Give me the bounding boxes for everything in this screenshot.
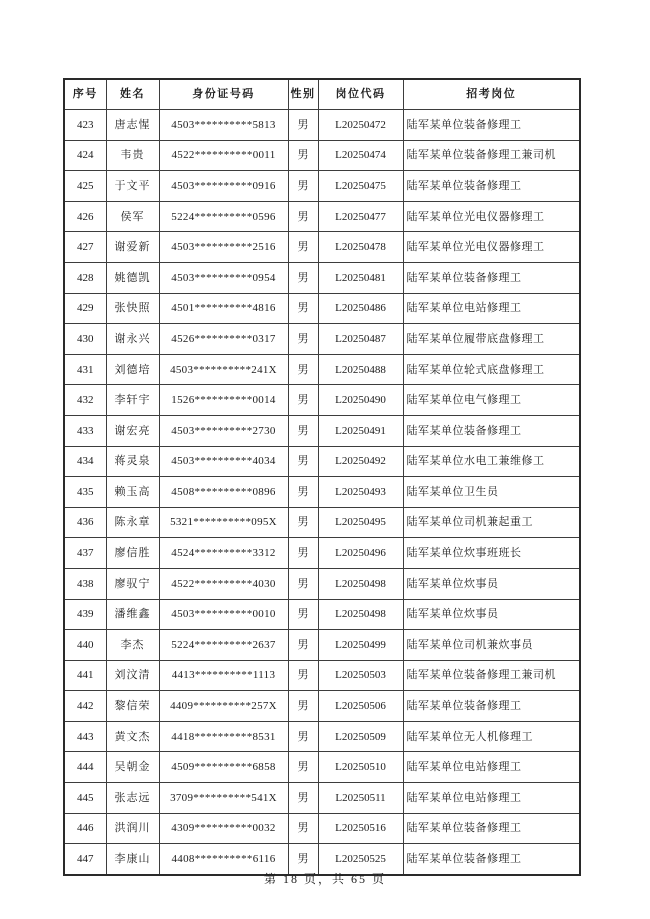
cell-name: 刘德培 [106, 354, 159, 385]
cell-id: 4503**********241X [159, 354, 288, 385]
cell-name: 廖驭宁 [106, 568, 159, 599]
cell-seq: 434 [64, 446, 106, 477]
cell-code: L20250477 [318, 201, 403, 232]
cell-gender: 男 [288, 324, 318, 355]
cell-gender: 男 [288, 721, 318, 752]
cell-seq: 425 [64, 171, 106, 202]
cell-id: 5321**********095X [159, 507, 288, 538]
cell-gender: 男 [288, 232, 318, 263]
cell-code: L20250503 [318, 660, 403, 691]
cell-id: 4503**********0010 [159, 599, 288, 630]
cell-code: L20250511 [318, 783, 403, 814]
cell-code: L20250516 [318, 813, 403, 844]
header-code: 岗位代码 [318, 79, 403, 110]
cell-seq: 431 [64, 354, 106, 385]
cell-gender: 男 [288, 446, 318, 477]
cell-name: 黎信荣 [106, 691, 159, 722]
cell-seq: 428 [64, 262, 106, 293]
table-row [64, 813, 580, 844]
header-name: 姓名 [106, 79, 159, 110]
cell-position: 陆军某单位电站修理工 [403, 293, 580, 324]
table-row [64, 293, 580, 324]
cell-name: 张志远 [106, 783, 159, 814]
cell-code: L20250491 [318, 415, 403, 446]
table-row [64, 538, 580, 569]
cell-seq: 424 [64, 140, 106, 171]
cell-gender: 男 [288, 783, 318, 814]
cell-seq: 430 [64, 324, 106, 355]
cell-position: 陆军某单位司机兼炊事员 [403, 630, 580, 661]
cell-id: 5224**********2637 [159, 630, 288, 661]
cell-position: 陆军某单位光电仪器修理工 [403, 232, 580, 263]
cell-code: L20250510 [318, 752, 403, 783]
cell-seq: 438 [64, 568, 106, 599]
cell-id: 4413**********1113 [159, 660, 288, 691]
cell-id: 1526**********0014 [159, 385, 288, 416]
table-row [64, 415, 580, 446]
cell-position: 陆军某单位装备修理工 [403, 262, 580, 293]
recruitment-roster-table [63, 78, 581, 876]
cell-gender: 男 [288, 660, 318, 691]
cell-code: L20250525 [318, 844, 403, 875]
cell-name: 黄文杰 [106, 721, 159, 752]
cell-code: L20250490 [318, 385, 403, 416]
cell-name: 蒋灵泉 [106, 446, 159, 477]
cell-seq: 442 [64, 691, 106, 722]
cell-position: 陆军某单位轮式底盘修理工 [403, 354, 580, 385]
header-gender: 性别 [288, 79, 318, 110]
cell-gender: 男 [288, 752, 318, 783]
header-position: 招考岗位 [403, 79, 580, 110]
cell-seq: 423 [64, 110, 106, 141]
cell-position: 陆军某单位水电工兼维修工 [403, 446, 580, 477]
cell-code: L20250488 [318, 354, 403, 385]
table-body [64, 110, 580, 875]
cell-position: 陆军某单位电气修理工 [403, 385, 580, 416]
cell-code: L20250498 [318, 599, 403, 630]
cell-code: L20250506 [318, 691, 403, 722]
cell-id: 4501**********4816 [159, 293, 288, 324]
table-row [64, 385, 580, 416]
cell-gender: 男 [288, 691, 318, 722]
cell-code: L20250486 [318, 293, 403, 324]
cell-name: 谢永兴 [106, 324, 159, 355]
cell-gender: 男 [288, 354, 318, 385]
cell-gender: 男 [288, 507, 318, 538]
cell-name: 谢爱新 [106, 232, 159, 263]
table-row [64, 201, 580, 232]
cell-position: 陆军某单位装备修理工 [403, 415, 580, 446]
cell-id: 5224**********0596 [159, 201, 288, 232]
cell-id: 4503**********4034 [159, 446, 288, 477]
cell-position: 陆军某单位装备修理工 [403, 110, 580, 141]
cell-name: 张快照 [106, 293, 159, 324]
cell-position: 陆军某单位无人机修理工 [403, 721, 580, 752]
table-row [64, 446, 580, 477]
cell-code: L20250475 [318, 171, 403, 202]
cell-gender: 男 [288, 140, 318, 171]
table-row [64, 171, 580, 202]
cell-name: 谢宏亮 [106, 415, 159, 446]
cell-gender: 男 [288, 293, 318, 324]
cell-id: 4524**********3312 [159, 538, 288, 569]
cell-gender: 男 [288, 630, 318, 661]
cell-gender: 男 [288, 844, 318, 875]
cell-gender: 男 [288, 201, 318, 232]
table-row [64, 262, 580, 293]
cell-position: 陆军某单位装备修理工 [403, 171, 580, 202]
cell-id: 4503**********0916 [159, 171, 288, 202]
table-row [64, 507, 580, 538]
cell-position: 陆军某单位光电仪器修理工 [403, 201, 580, 232]
table-row [64, 354, 580, 385]
cell-position: 陆军某单位履带底盘修理工 [403, 324, 580, 355]
table-row [64, 324, 580, 355]
cell-id: 4309**********0032 [159, 813, 288, 844]
cell-position: 陆军某单位装备修理工 [403, 691, 580, 722]
cell-seq: 436 [64, 507, 106, 538]
cell-seq: 445 [64, 783, 106, 814]
cell-position: 陆军某单位电站修理工 [403, 783, 580, 814]
cell-seq: 440 [64, 630, 106, 661]
header-row [64, 79, 580, 110]
cell-name: 潘维鑫 [106, 599, 159, 630]
cell-seq: 429 [64, 293, 106, 324]
cell-code: L20250472 [318, 110, 403, 141]
cell-name: 洪润川 [106, 813, 159, 844]
cell-id: 4409**********257X [159, 691, 288, 722]
cell-gender: 男 [288, 477, 318, 508]
cell-position: 陆军某单位炊事班班长 [403, 538, 580, 569]
cell-position: 陆军某单位司机兼起重工 [403, 507, 580, 538]
cell-id: 4526**********0317 [159, 324, 288, 355]
cell-seq: 435 [64, 477, 106, 508]
cell-gender: 男 [288, 599, 318, 630]
cell-gender: 男 [288, 110, 318, 141]
table-row [64, 232, 580, 263]
cell-code: L20250496 [318, 538, 403, 569]
page-number-footer: 第 18 页，共 65 页 [263, 872, 386, 886]
cell-name: 李康山 [106, 844, 159, 875]
cell-code: L20250478 [318, 232, 403, 263]
cell-name: 刘汶清 [106, 660, 159, 691]
cell-gender: 男 [288, 813, 318, 844]
cell-name: 侯军 [106, 201, 159, 232]
cell-seq: 432 [64, 385, 106, 416]
table-row [64, 599, 580, 630]
cell-id: 4503**********2516 [159, 232, 288, 263]
cell-name: 唐志惺 [106, 110, 159, 141]
cell-name: 赖玉高 [106, 477, 159, 508]
cell-name: 陈永章 [106, 507, 159, 538]
cell-seq: 446 [64, 813, 106, 844]
table-row [64, 630, 580, 661]
cell-id: 4408**********6116 [159, 844, 288, 875]
cell-code: L20250493 [318, 477, 403, 508]
cell-id: 3709**********541X [159, 783, 288, 814]
cell-code: L20250509 [318, 721, 403, 752]
cell-name: 姚德凯 [106, 262, 159, 293]
cell-id: 4503**********5813 [159, 110, 288, 141]
table-row [64, 140, 580, 171]
cell-seq: 439 [64, 599, 106, 630]
cell-seq: 441 [64, 660, 106, 691]
cell-gender: 男 [288, 568, 318, 599]
cell-id: 4509**********6858 [159, 752, 288, 783]
cell-seq: 427 [64, 232, 106, 263]
cell-position: 陆军某单位炊事员 [403, 568, 580, 599]
cell-id: 4522**********4030 [159, 568, 288, 599]
table-row [64, 477, 580, 508]
cell-seq: 433 [64, 415, 106, 446]
cell-id: 4418**********8531 [159, 721, 288, 752]
cell-seq: 447 [64, 844, 106, 875]
cell-gender: 男 [288, 171, 318, 202]
table-header [64, 79, 580, 110]
cell-id: 4522**********0011 [159, 140, 288, 171]
table-row [64, 660, 580, 691]
cell-name: 韦贵 [106, 140, 159, 171]
cell-code: L20250474 [318, 140, 403, 171]
table-row [64, 691, 580, 722]
cell-seq: 426 [64, 201, 106, 232]
cell-gender: 男 [288, 385, 318, 416]
cell-gender: 男 [288, 415, 318, 446]
cell-position: 陆军某单位装备修理工 [403, 813, 580, 844]
table-row [64, 110, 580, 141]
cell-seq: 437 [64, 538, 106, 569]
cell-code: L20250487 [318, 324, 403, 355]
cell-position: 陆军某单位装备修理工兼司机 [403, 140, 580, 171]
cell-position: 陆军某单位电站修理工 [403, 752, 580, 783]
table-row [64, 783, 580, 814]
cell-gender: 男 [288, 262, 318, 293]
cell-name: 于文平 [106, 171, 159, 202]
cell-seq: 444 [64, 752, 106, 783]
cell-name: 李杰 [106, 630, 159, 661]
cell-position: 陆军某单位炊事员 [403, 599, 580, 630]
cell-id: 4503**********2730 [159, 415, 288, 446]
header-seq: 序号 [64, 79, 106, 110]
cell-code: L20250492 [318, 446, 403, 477]
cell-name: 李轩宇 [106, 385, 159, 416]
cell-gender: 男 [288, 538, 318, 569]
header-id: 身份证号码 [159, 79, 288, 110]
cell-code: L20250495 [318, 507, 403, 538]
cell-name: 吴朝金 [106, 752, 159, 783]
table-row [64, 752, 580, 783]
cell-position: 陆军某单位装备修理工 [403, 844, 580, 875]
cell-seq: 443 [64, 721, 106, 752]
cell-id: 4508**********0896 [159, 477, 288, 508]
cell-id: 4503**********0954 [159, 262, 288, 293]
cell-code: L20250499 [318, 630, 403, 661]
table-row [64, 721, 580, 752]
cell-position: 陆军某单位卫生员 [403, 477, 580, 508]
cell-name: 廖信胜 [106, 538, 159, 569]
table-row [64, 568, 580, 599]
cell-code: L20250481 [318, 262, 403, 293]
cell-position: 陆军某单位装备修理工兼司机 [403, 660, 580, 691]
cell-code: L20250498 [318, 568, 403, 599]
